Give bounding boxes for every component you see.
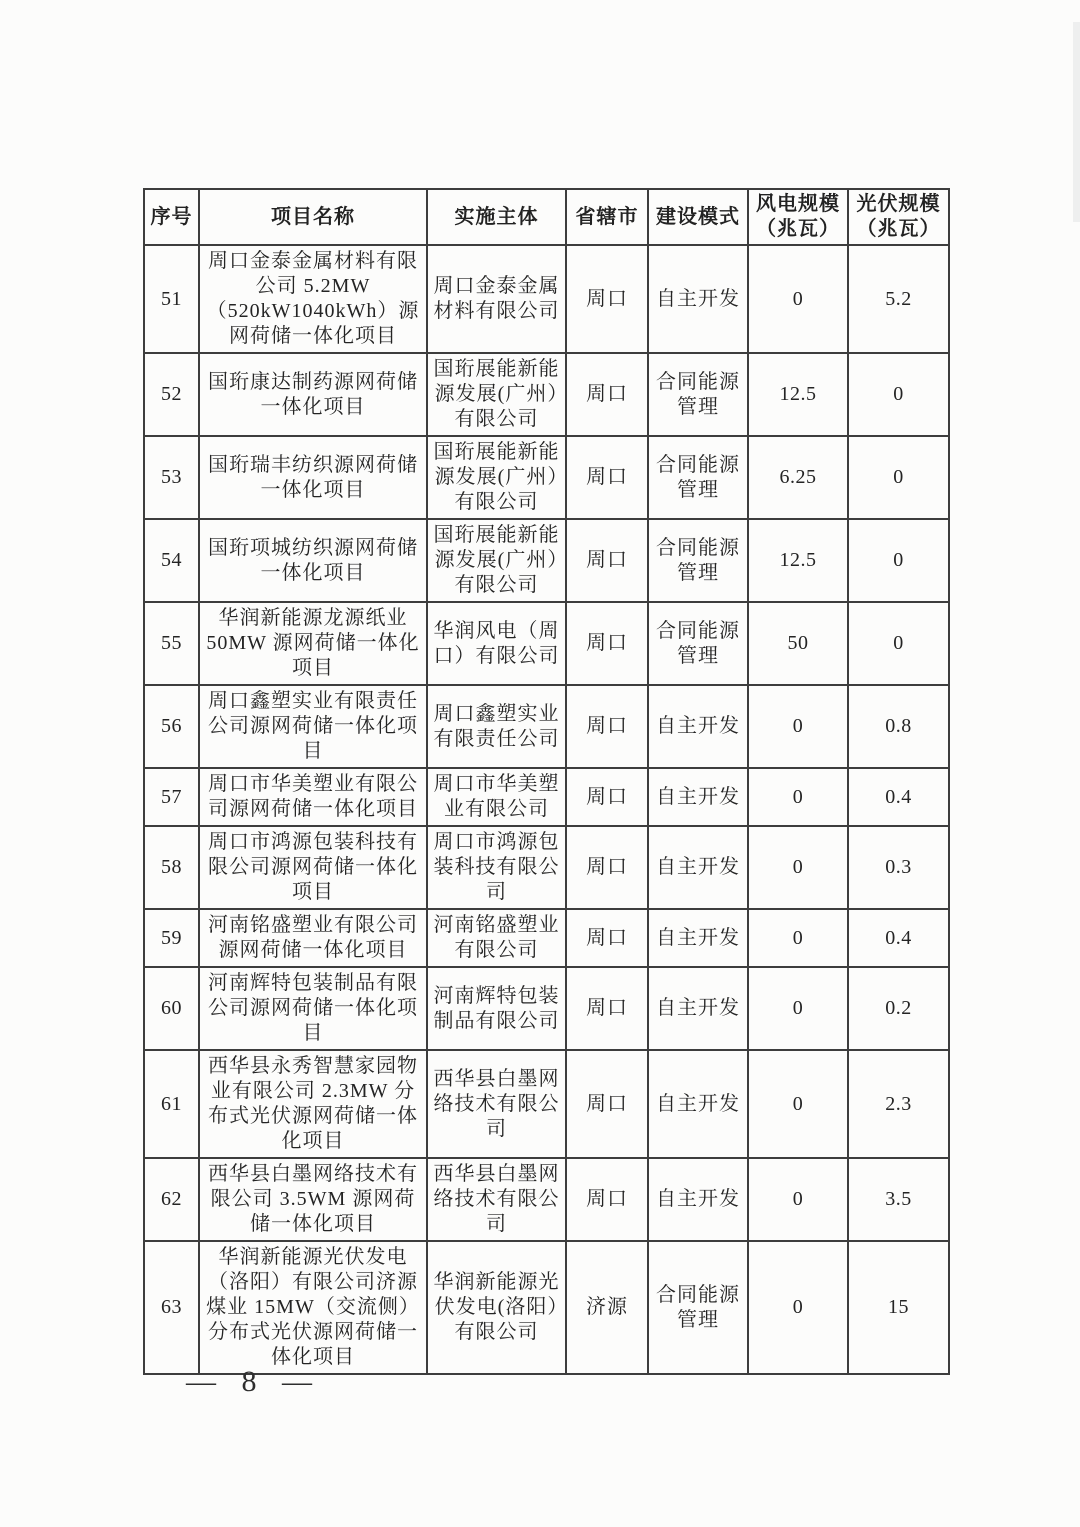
cell-project-name: 国珩项城纺织源网荷储一体化项目: [199, 519, 427, 602]
column-header-6: 光伏规模（兆瓦）: [848, 189, 949, 245]
cell-city: 周口: [566, 1050, 648, 1158]
cell-wind-mw: 0: [748, 768, 848, 826]
cell-city: 周口: [566, 519, 648, 602]
cell-wind-mw: 12.5: [748, 353, 848, 436]
table-body: [144, 245, 949, 1374]
cell-city: 济源: [566, 1241, 648, 1374]
table-row: [144, 353, 949, 436]
cell-project-name: 国珩瑞丰纺织源网荷储一体化项目: [199, 436, 427, 519]
cell-project-name: 华润新能源光伏发电（洛阳）有限公司济源煤业 15MW（交流侧）分布式光伏源网荷储一体化项目: [199, 1241, 427, 1374]
cell-mode: 合同能源管理: [648, 1241, 748, 1374]
column-header-3: 省辖市: [566, 189, 648, 245]
cell-mode: 自主开发: [648, 1050, 748, 1158]
cell-mode: 合同能源管理: [648, 519, 748, 602]
cell-implementer: 河南铭盛塑业有限公司: [427, 909, 566, 967]
column-header-2: 实施主体: [427, 189, 566, 245]
header-row: [144, 189, 949, 245]
cell-mode: 自主开发: [648, 768, 748, 826]
cell-wind-mw: 0: [748, 826, 848, 909]
cell-project-name: 西华县白墨网络技术有限公司 3.5WM 源网荷储一体化项目: [199, 1158, 427, 1241]
cell-pv-mw: 0.3: [848, 826, 949, 909]
cell-index: 61: [144, 1050, 199, 1158]
cell-wind-mw: 12.5: [748, 519, 848, 602]
cell-index: 58: [144, 826, 199, 909]
cell-mode: 合同能源管理: [648, 436, 748, 519]
cell-pv-mw: 0: [848, 353, 949, 436]
cell-project-name: 周口金泰金属材料有限公司 5.2MW（520kW1040kWh）源网荷储一体化项目: [199, 245, 427, 353]
cell-project-name: 周口市华美塑业有限公司源网荷储一体化项目: [199, 768, 427, 826]
table-row: [144, 1050, 949, 1158]
cell-implementer: 西华县白墨网络技术有限公司: [427, 1158, 566, 1241]
cell-pv-mw: 5.2: [848, 245, 949, 353]
cell-project-name: 国珩康达制药源网荷储一体化项目: [199, 353, 427, 436]
scan-edge-artifact: [1073, 22, 1080, 222]
cell-pv-mw: 0.8: [848, 685, 949, 768]
cell-project-name: 河南辉特包装制品有限公司源网荷储一体化项目: [199, 967, 427, 1050]
cell-city: 周口: [566, 353, 648, 436]
cell-implementer: 国珩展能新能源发展(广州）有限公司: [427, 519, 566, 602]
cell-index: 57: [144, 768, 199, 826]
cell-pv-mw: 0.4: [848, 768, 949, 826]
cell-pv-mw: 0: [848, 436, 949, 519]
cell-wind-mw: 0: [748, 1158, 848, 1241]
cell-wind-mw: 6.25: [748, 436, 848, 519]
table-header: [144, 189, 949, 245]
table-row: [144, 685, 949, 768]
page-number: — 8 —: [186, 1365, 315, 1398]
cell-mode: 自主开发: [648, 685, 748, 768]
cell-mode: 自主开发: [648, 967, 748, 1050]
cell-index: 63: [144, 1241, 199, 1374]
cell-mode: 合同能源管理: [648, 602, 748, 685]
cell-city: 周口: [566, 685, 648, 768]
cell-index: 62: [144, 1158, 199, 1241]
column-header-1: 项目名称: [199, 189, 427, 245]
cell-index: 59: [144, 909, 199, 967]
cell-pv-mw: 0.4: [848, 909, 949, 967]
cell-city: 周口: [566, 768, 648, 826]
cell-implementer: 周口金泰金属材料有限公司: [427, 245, 566, 353]
cell-pv-mw: 2.3: [848, 1050, 949, 1158]
column-header-4: 建设模式: [648, 189, 748, 245]
cell-index: 53: [144, 436, 199, 519]
cell-city: 周口: [566, 436, 648, 519]
table-row: [144, 602, 949, 685]
cell-implementer: 西华县白墨网络技术有限公司: [427, 1050, 566, 1158]
table-row: [144, 768, 949, 826]
cell-pv-mw: 3.5: [848, 1158, 949, 1241]
projects-table: [143, 188, 950, 1375]
cell-implementer: 国珩展能新能源发展(广州）有限公司: [427, 436, 566, 519]
cell-wind-mw: 0: [748, 245, 848, 353]
table-row: [144, 245, 949, 353]
table-row: [144, 436, 949, 519]
table-row: [144, 519, 949, 602]
cell-wind-mw: 0: [748, 1050, 848, 1158]
cell-mode: 合同能源管理: [648, 353, 748, 436]
column-header-0: 序号: [144, 189, 199, 245]
cell-project-name: 华润新能源龙源纸业 50MW 源网荷储一体化项目: [199, 602, 427, 685]
cell-wind-mw: 0: [748, 967, 848, 1050]
cell-mode: 自主开发: [648, 826, 748, 909]
cell-index: 52: [144, 353, 199, 436]
cell-pv-mw: 0: [848, 602, 949, 685]
cell-project-name: 周口市鸿源包装科技有限公司源网荷储一体化项目: [199, 826, 427, 909]
cell-project-name: 西华县永秀智慧家园物业有限公司 2.3MW 分布式光伏源网荷储一体化项目: [199, 1050, 427, 1158]
cell-wind-mw: 0: [748, 685, 848, 768]
cell-implementer: 周口市鸿源包装科技有限公司: [427, 826, 566, 909]
cell-city: 周口: [566, 909, 648, 967]
column-header-5: 风电规模（兆瓦）: [748, 189, 848, 245]
cell-index: 51: [144, 245, 199, 353]
cell-city: 周口: [566, 245, 648, 353]
cell-implementer: 国珩展能新能源发展(广州）有限公司: [427, 353, 566, 436]
table-row: [144, 1158, 949, 1241]
cell-implementer: 周口鑫塑实业有限责任公司: [427, 685, 566, 768]
cell-city: 周口: [566, 1158, 648, 1241]
cell-implementer: 周口市华美塑业有限公司: [427, 768, 566, 826]
cell-mode: 自主开发: [648, 245, 748, 353]
cell-city: 周口: [566, 602, 648, 685]
table-row: [144, 826, 949, 909]
table-row: [144, 909, 949, 967]
cell-wind-mw: 50: [748, 602, 848, 685]
cell-mode: 自主开发: [648, 1158, 748, 1241]
cell-city: 周口: [566, 826, 648, 909]
cell-index: 54: [144, 519, 199, 602]
cell-pv-mw: 15: [848, 1241, 949, 1374]
cell-index: 55: [144, 602, 199, 685]
cell-pv-mw: 0.2: [848, 967, 949, 1050]
cell-implementer: 河南辉特包装制品有限公司: [427, 967, 566, 1050]
cell-implementer: 华润新能源光伏发电(洛阳）有限公司: [427, 1241, 566, 1374]
table-row: [144, 967, 949, 1050]
cell-wind-mw: 0: [748, 909, 848, 967]
cell-mode: 自主开发: [648, 909, 748, 967]
cell-wind-mw: 0: [748, 1241, 848, 1374]
cell-project-name: 周口鑫塑实业有限责任公司源网荷储一体化项目: [199, 685, 427, 768]
cell-index: 60: [144, 967, 199, 1050]
cell-index: 56: [144, 685, 199, 768]
cell-city: 周口: [566, 967, 648, 1050]
table-row: [144, 1241, 949, 1374]
cell-pv-mw: 0: [848, 519, 949, 602]
cell-project-name: 河南铭盛塑业有限公司源网荷储一体化项目: [199, 909, 427, 967]
cell-implementer: 华润风电（周口）有限公司: [427, 602, 566, 685]
